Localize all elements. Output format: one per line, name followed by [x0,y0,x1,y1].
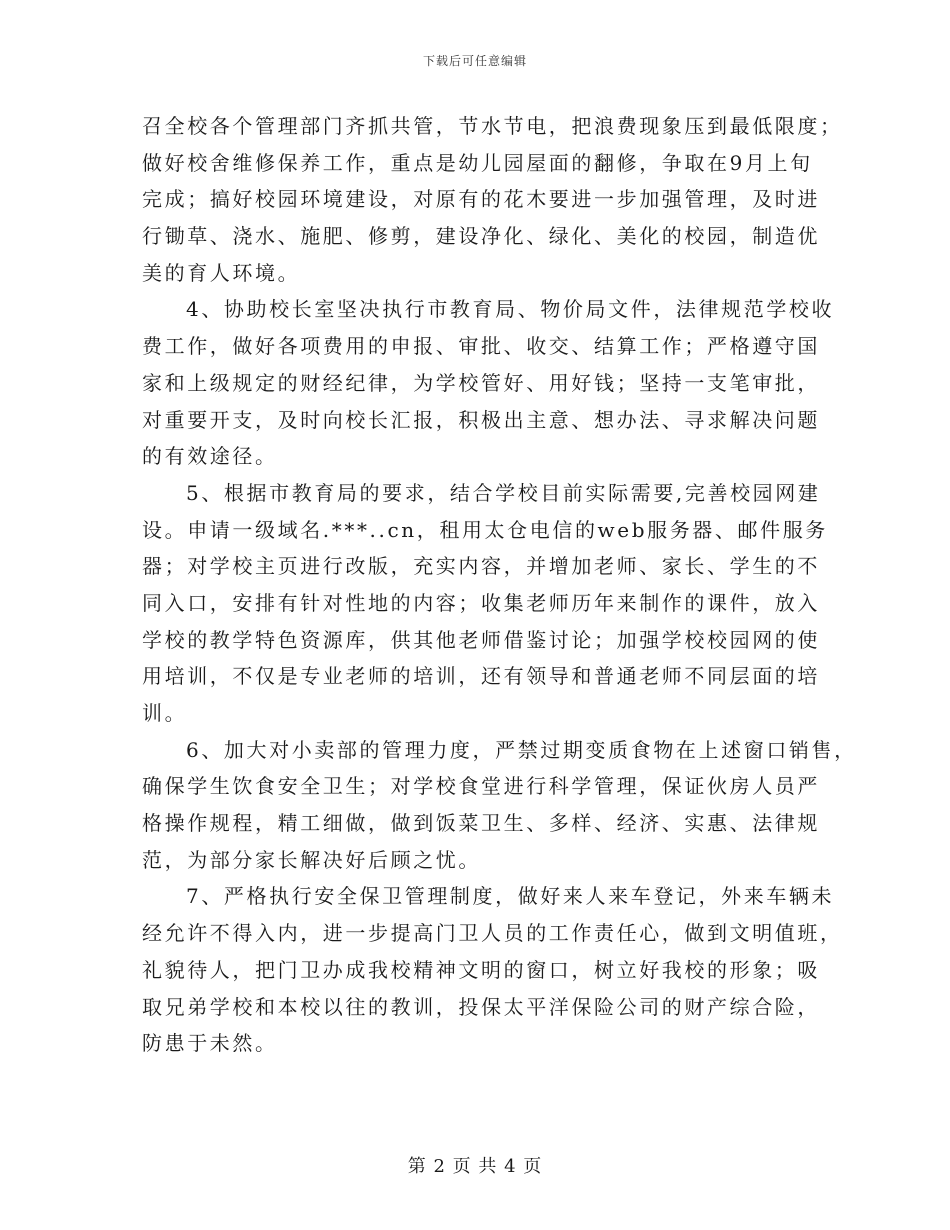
text-line: 经允许不得入内，进一步提高门卫人员的工作责任心，做到文明值班， [142,921,843,946]
text-line: 4、协助校长室坚决执行市教育局、物价局文件，法律规范学校收 [186,297,835,322]
text-line: 格操作规程，精工细做，做到饭菜卫生、多样、经济、实惠、法律规 [142,811,820,836]
text-line: 的有效途径。 [142,444,278,469]
text-line: 设。申请一级域名.***..cn，租用太仓电信的web服务器、邮件服务 [142,517,828,542]
text-line: 同入口，安排有针对性地的内容；收集老师历年来制作的课件，放入 [142,590,820,615]
text-line: 范，为部分家长解决好后顾之忧。 [142,847,481,872]
text-line: 礼貌待人，把门卫办成我校精神文明的窗口，树立好我校的形象；吸 [142,957,820,982]
page-header: 下载后可任意编辑 [422,54,527,68]
text-line: 完成；搞好校园环境建设，对原有的花木要进一步加强管理，及时进 [142,187,820,212]
paragraph [142,732,857,879]
text-line: 学校的教学特色资源库，供其他老师借鉴讨论；加强学校校园网的使 [142,627,820,652]
text-line: 费工作，做好各项费用的申报、审批、收交、结算工作；严格遵守国 [142,334,820,359]
paragraph [142,108,843,291]
text-line: 用培训，不仅是专业老师的培训，还有领导和普通老师不同层面的培 [142,664,820,689]
paragraph [142,878,843,1061]
text-line: 器；对学校主页进行改版，充实内容，并增加老师、家长、学生的不 [142,554,820,579]
text-line: 家和上级规定的财经纪律，为学校管好、用好钱；坚持一支笔审批， [142,370,820,395]
paragraph [142,475,832,732]
text-line: 美的育人环境。 [142,260,301,285]
text-line: 7、严格执行安全保卫管理制度，做好来人来车登记，外来车辆未 [186,884,835,909]
text-line: 防患于未然。 [142,1031,278,1056]
text-line: 行锄草、浇水、施肥、修剪，建设净化、绿化、美化的校园，制造优 [142,224,820,249]
page-footer: 第 2 页 共 4 页 [407,1156,543,1177]
text-line: 对重要开支，及时向校长汇报，积极出主意、想办法、寻求解决问题 [142,407,820,432]
text-line: 5、根据市教育局的要求，结合学校目前实际需要,完善校园网建 [186,480,821,505]
text-line: 做好校舍维修保养工作，重点是幼儿园屋面的翻修，争取在9月上旬 [142,150,813,175]
paragraph [142,291,835,474]
text-line: 确保学生饮食安全卫生；对学校食堂进行科学管理，保证伙房人员严 [142,774,820,799]
document-body [142,108,857,1062]
text-line: 召全校各个管理部门齐抓共管，节水节电，把浪费现象压到最低限度； [142,114,843,138]
text-line: 训。 [142,701,188,725]
text-line: 6、加大对小卖部的管理力度，严禁过期变质食物在上述窗口销售， [186,737,857,762]
text-line: 取兄弟学校和本校以往的教训，投保太平洋保险公司的财产综合险， [142,994,820,1019]
